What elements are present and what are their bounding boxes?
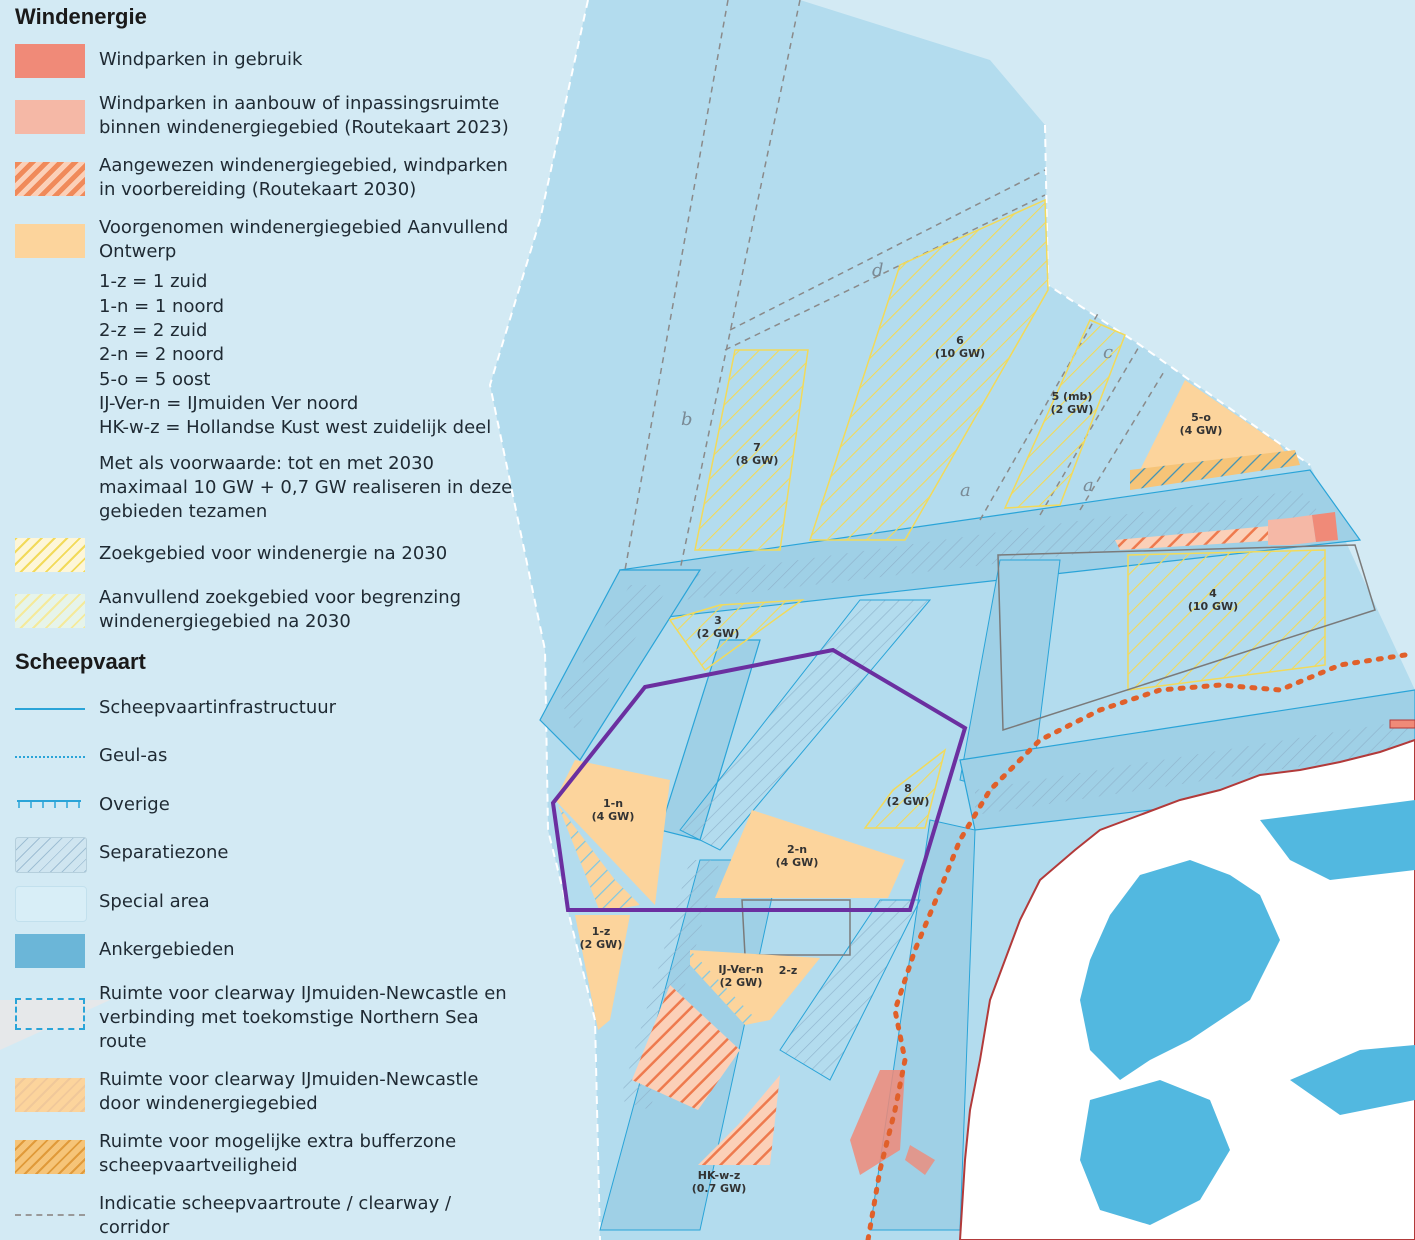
label-area-2n-name: 2-n [786,843,808,856]
legend-item-other [15,789,515,825]
legend-item-infrastructure [15,692,515,728]
swatch-channel-axis [15,756,85,758]
label-area-2z-name: 2-z [778,964,798,977]
legend-label-route-indication: Indicatie scheepvaartroute / clearway / corridor [99,1193,452,1238]
legend-label-under-construction: Windparken in aanbouw of inpassingsruimte binnen windenergiegebied (Routekaart 2023) [99,93,509,138]
swatch-extra-search [15,594,85,628]
label-area-8-name: 8 [904,782,912,795]
swatch-clearway-space [15,998,85,1030]
swatch-in-use [15,44,85,78]
legend-label-clearway-space: Ruimte voor clearway IJmuiden-Newcastle en verbinding met toekomstige Northern Sea route [99,983,507,1052]
code-line: HK-w-z = Hollandse Kust west zuidelijk deel [99,417,492,438]
label-area-3-cap: (2 GW) [696,627,740,640]
windpark-construction [1268,518,1290,545]
legend-item-in-use [15,44,515,80]
code-line: 1-z = 1 zuid [99,271,208,292]
label-area-7-name: 7 [753,441,761,454]
legend [0,0,520,1240]
label-area-5mb-name: 5 (mb) [1051,390,1093,403]
area-4-shape [1128,550,1325,690]
legend-item-separation-zone [15,837,515,873]
label-area-5mb-cap: (2 GW) [1050,403,1094,416]
code-line: 2-n = 2 noord [99,344,224,365]
legend-item-search-after-2030 [15,538,515,574]
label-area-2n-cap: (4 GW) [775,856,819,869]
swatch-search-after-2030 [15,538,85,572]
label-area-7-cap: (8 GW) [735,454,779,467]
label-area-8-cap: (2 GW) [886,795,930,808]
legend-item-under-construction [15,93,515,146]
legend-label-clearway-wind: Ruimte voor clearway IJmuiden-Newcastle door windenergiegebied [99,1069,479,1114]
label-area-5o-cap: (4 GW) [1179,424,1223,437]
legend-item-special-area [15,886,515,922]
legend-label-other: Overige [99,794,170,815]
legend-label-infrastructure: Scheepvaartinfrastructuur [99,697,337,718]
label-area-3-name: 3 [714,614,722,627]
legend-item-anchorage [15,934,515,970]
legend-label-channel-axis: Geul-as [99,745,168,766]
route-letter-b: b [681,409,693,430]
legend-label-proposed: Voorgenomen windenergiegebied Aanvullend Ontwerp [99,217,509,262]
legend-label-in-use: Windparken in gebruik [99,49,303,70]
label-area-5o-name: 5-o [1191,411,1211,424]
label-area-ijvern-cap: (2 GW) [719,976,763,989]
legend-label-extra-search: Aanvullend zoekgebied voor begrenzing windenergiegebied na 2030 [99,587,462,632]
swatch-route-indication [15,1214,85,1216]
legend-item-channel-axis [15,740,515,776]
legend-item-route-indication [15,1193,515,1240]
swatch-clearway-wind [15,1078,85,1112]
label-area-hkwz-name: HK-w-z [697,1169,741,1182]
label-area-ijvern-name: IJ-Ver-n [718,963,764,976]
route-letter-a2: a [1083,475,1094,496]
legend-label-buffer-zone: Ruimte voor mogelijke extra bufferzone scheepvaartveiligheid [99,1131,457,1176]
condition-text: Met als voorwaarde: tot en met 2030 maximaal 10 GW + 0,7 GW realiseren in deze gebieden tezamen [99,453,513,522]
label-area-1n-cap: (4 GW) [591,810,635,823]
label-area-6-name: 6 [956,334,964,347]
label-area-6-cap: (10 GW) [934,347,986,360]
windpark-construction-2 [1290,515,1316,545]
windpark-east-small [1390,720,1415,728]
swatch-proposed [15,224,85,258]
swatch-infrastructure [15,708,85,710]
legend-label-special-area: Special area [99,891,210,912]
legend-label-search-after-2030: Zoekgebied voor windenergie na 2030 [99,543,448,564]
code-line: IJ-Ver-n = IJmuiden Ver noord [99,393,359,414]
legend-item-clearway-wind [15,1069,515,1124]
legend-item-designated [15,155,515,208]
label-area-4-name: 4 [1209,587,1217,600]
route-letter-a1: a [960,480,971,501]
legend-item-clearway-space [15,983,515,1054]
code-line: 2-z = 2 zuid [99,320,208,341]
wind-heading: Windenergie [15,4,147,29]
swatch-anchorage [15,934,85,968]
legend-item-proposed [15,217,515,270]
shipping-heading: Scheepvaart [15,649,146,674]
code-line: 5-o = 5 oost [99,369,211,390]
swatch-separation-zone [15,837,87,873]
route-letter-d: d [872,260,884,281]
swatch-buffer-zone [15,1140,85,1174]
legend-label-designated: Aangewezen windenergiegebied, windparken in voorbereiding (Routekaart 2030) [99,155,508,200]
legend-label-anchorage: Ankergebieden [99,939,235,960]
windpark-in-use-north [1312,512,1338,542]
label-area-4-cap: (10 GW) [1187,600,1239,613]
label-area-1n-name: 1-n [602,797,624,810]
label-area-1z-cap: (2 GW) [579,938,623,951]
legend-item-extra-search [15,587,515,640]
code-line: 1-n = 1 noord [99,296,224,317]
legend-label-separation-zone: Separatiezone [99,842,229,863]
swatch-under-construction [15,100,85,134]
swatch-designated [15,162,85,196]
swatch-special-area [15,886,87,922]
swatch-other [15,797,85,813]
legend-item-buffer-zone [15,1131,515,1186]
label-area-1z-name: 1-z [591,925,611,938]
route-letter-c: c [1103,342,1114,363]
label-area-hkwz-cap: (0.7 GW) [691,1182,747,1195]
